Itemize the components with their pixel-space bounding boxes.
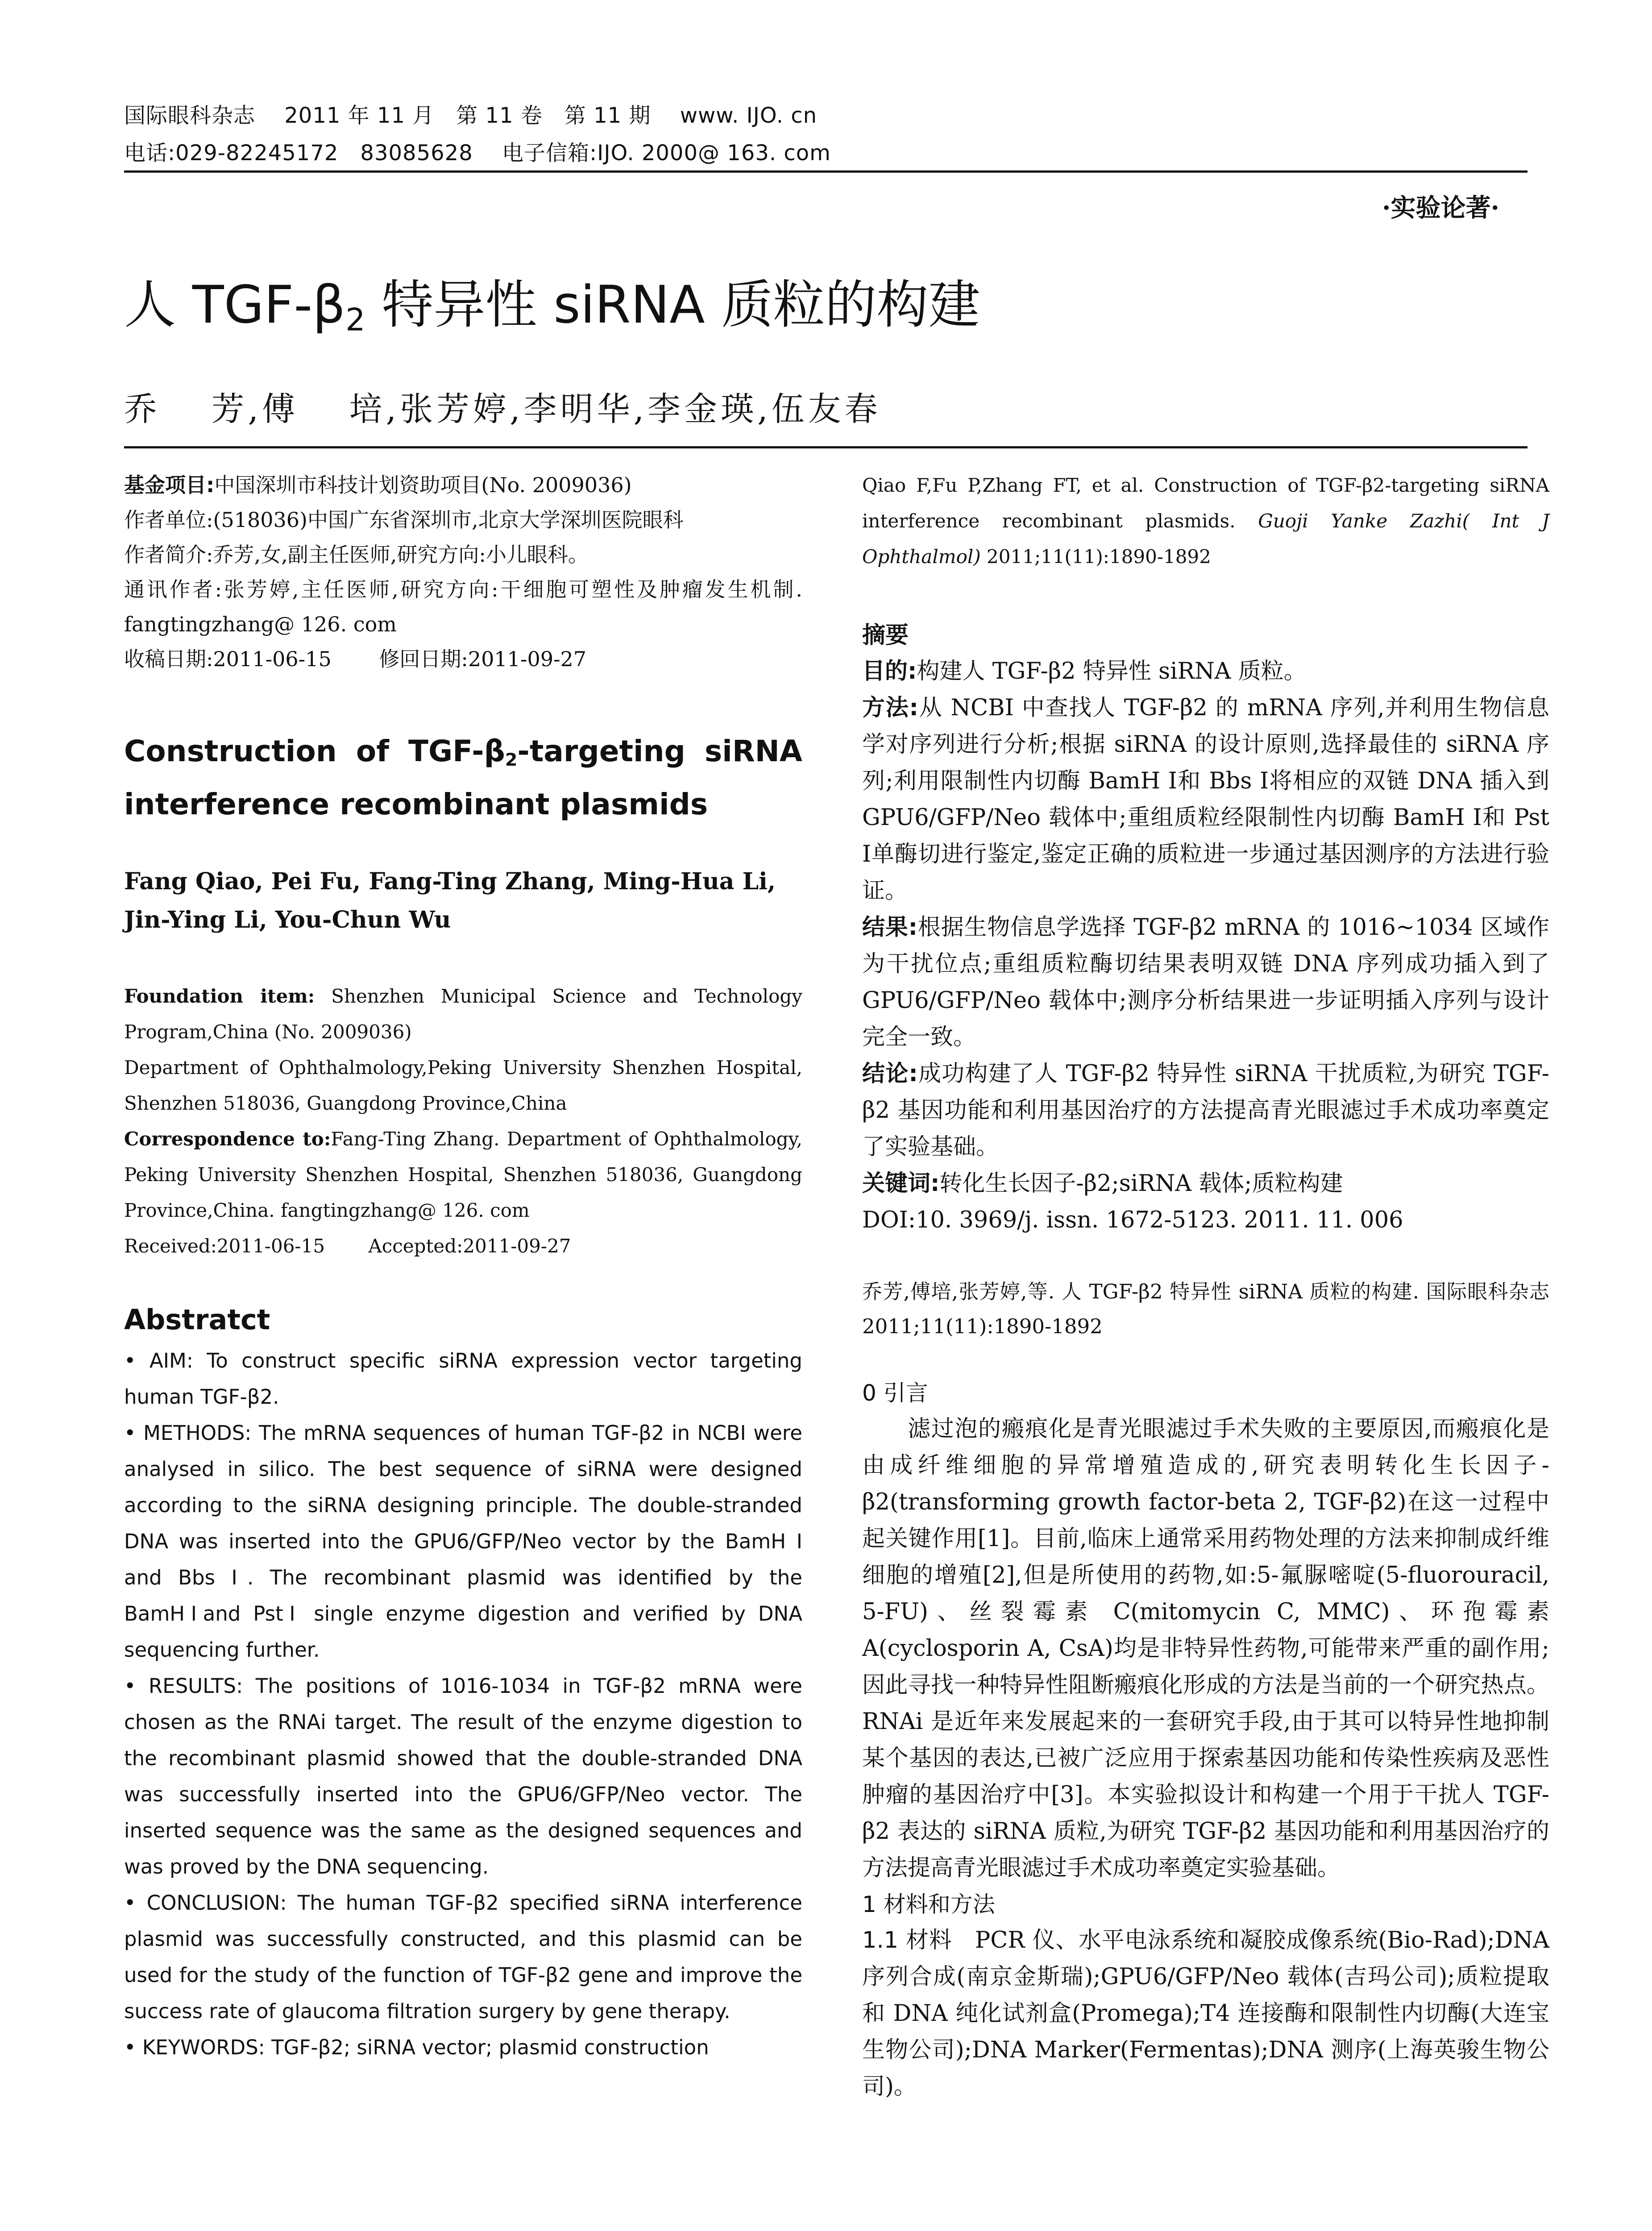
abstract-en-body bbox=[124, 1343, 802, 2065]
foundation-cn bbox=[124, 468, 802, 502]
abstract-cn-keywords bbox=[862, 1165, 1549, 1202]
citation-en-rest: 2011;11(11):1890-1892 bbox=[980, 546, 1211, 568]
citation-en bbox=[862, 468, 1549, 575]
correspondence-en bbox=[124, 1121, 802, 1228]
title-part-1: 人 TGF-β bbox=[124, 275, 346, 335]
abstract-en-heading: Abstratct bbox=[124, 1303, 270, 1336]
abstract-en-methods: • METHODS: The mRNA sequences of human TGF-β2 in NCBI were analysed in silico. The best sequence of siRNA were designed according to the siRNA designing principle. The double-stranded DNA was inserted into the GPU6/GFP/Neo vector by the BamH Ⅰ and Bbs Ⅰ. The recombinant plasmid was identified by the BamHⅠand PstⅠ single enzyme digestion and verified by DNA sequencing further. bbox=[124, 1421, 802, 1662]
abstract-cn-aim-text: 构建人 TGF-β2 特异性 siRNA 质粒。 bbox=[917, 658, 1307, 684]
abstract-cn-results-label: 结果: bbox=[862, 914, 917, 941]
abstract-en-aim: • AIM: To construct specific siRNA expression vector targeting human TGF-β2. bbox=[124, 1348, 802, 1409]
title-part-2: 特异性 siRNA 质粒的构建 bbox=[365, 275, 980, 335]
abstract-en-results: • RESULTS: The positions of 1016-1034 in TGF-β2 mRNA were chosen as the RNAi target. The result of the enzyme digestion to the recombinant plasmid showed that the double-stranded DNA was successfully inserted into the GPU6/GFP/Neo vector. The inserted sequence was the same as the designed sequences and was proved by the DNA sequencing. bbox=[124, 1674, 802, 1879]
abstract-cn-body bbox=[862, 653, 1549, 1239]
bio-cn-label: 作者简介: bbox=[124, 543, 213, 567]
abstract-cn-methods-text: 从 NCBI 中查找人 TGF-β2 的 mRNA 序列,并利用生物信息学对序列进行分析;根据 siRNA 的设计原则,选择最佳的 siRNA 序列;利用限制性内切酶 BamH Ⅰ和 Bbs Ⅰ将相应的双链 DNA 插入到 GPU6/GFP/Neo 载体中;重组质粒经限制性内切酶 BamH Ⅰ和 Pst Ⅰ单酶切进行鉴定,鉴定正确的质粒进一步通过基因测序的方法进行验证。 bbox=[862, 695, 1549, 904]
abstract-cn-methods bbox=[862, 690, 1549, 909]
foundation-cn-text: 中国深圳市科技计划资助项目(No. 2009036) bbox=[214, 473, 632, 497]
citation-cn: 乔芳,傅培,张芳婷,等. 人 TGF-β2 特异性 siRNA 质粒的构建. 国际眼科杂志 2011;11(11):1890-1892 bbox=[862, 1280, 1549, 1338]
corr-cn-label: 通讯作者: bbox=[124, 577, 222, 601]
cn-info-block bbox=[124, 468, 802, 676]
methods-heading: 1 材料和方法 bbox=[862, 1891, 995, 1917]
bio-cn-text: 乔芳,女,副主任医师,研究方向:小儿眼科。 bbox=[213, 543, 589, 567]
header-rule bbox=[124, 170, 1527, 173]
authors-rule bbox=[124, 446, 1527, 448]
correspondence-en-text: Fang-Ting Zhang. Department of Ophthalmology, Peking University Shenzhen Hospital, Shenzhen 518036, Guangdong Province,China. fangtingzhang@ 126. com bbox=[124, 1128, 802, 1221]
english-authors: Fang Qiao, Pei Fu, Fang-Ting Zhang, Ming-Hua Li, Jin-Ying Li, You-Chun Wu bbox=[124, 867, 776, 933]
foundation-cn-label: 基金项目: bbox=[124, 473, 215, 497]
intro-heading: 0 引言 bbox=[862, 1380, 928, 1406]
citation-en-journal: Guoji Yanke Zazhi( Int J Ophthalmol) bbox=[862, 510, 1549, 568]
department-en: Department of Ophthalmology,Peking University Shenzhen Hospital, Shenzhen 518036, Guangdong Province,China bbox=[124, 1056, 802, 1114]
corr-cn bbox=[124, 572, 802, 642]
english-title-part-1: Construction of TGF-β bbox=[124, 734, 505, 768]
abstract-en-conclusion: • CONCLUSION: The human TGF-β2 specified siRNA interference plasmid was successfully constructed, and this plasmid can be used for the study of the function of TGF-β2 gene and improve the success rate of glaucoma filtration surgery by gene therapy. bbox=[124, 1891, 802, 2023]
abstract-cn-conclusion-text: 成功构建了人 TGF-β2 特异性 siRNA 干扰质粒,为研究 TGF-β2 基因功能和利用基因治疗的方法提高青光眼滤过手术成功率奠定了实验基础。 bbox=[862, 1061, 1549, 1160]
dates-cn: 收稿日期:2011-06-15 修回日期:2011-09-27 bbox=[124, 647, 587, 671]
journal-header-line-2: 电话:029-82245172 83085628 电子信箱:IJO. 2000@ 163. com bbox=[124, 141, 831, 166]
abstract-cn-methods-label: 方法: bbox=[862, 695, 918, 721]
english-title bbox=[124, 729, 802, 827]
unit-cn bbox=[124, 502, 802, 537]
title-subscript: 2 bbox=[345, 302, 365, 338]
abstract-cn-conclusion-label: 结论: bbox=[862, 1061, 918, 1087]
foundation-en bbox=[124, 979, 802, 1050]
bio-cn bbox=[124, 537, 802, 572]
unit-cn-label: 作者单位: bbox=[124, 508, 213, 532]
abstract-cn-heading: 摘要 bbox=[862, 622, 909, 649]
correspondence-en-label: Correspondence to: bbox=[124, 1128, 331, 1150]
english-title-part-2: -targeting siRNA interference recombinant plasmids bbox=[124, 734, 802, 821]
abstract-cn-results-text: 根据生物信息学选择 TGF-β2 mRNA 的 1016~1034 区域作为干扰位点;重组质粒酶切结果表明双链 DNA 序列成功插入到了 GPU6/GFP/Neo 载体中;测序分析结果进一步证明插入序列与设计完全一致。 bbox=[862, 914, 1549, 1050]
article-title bbox=[124, 263, 980, 338]
abstract-en-keywords: • KEYWORDS: TGF-β2; siRNA vector; plasmid construction bbox=[124, 2035, 709, 2059]
materials-text: PCR 仪、水平电泳系统和凝胶成像系统(Bio-Rad);DNA 序列合成(南京金斯瑞);GPU6/GFP/Neo 载体(吉玛公司);质粒提取和 DNA 纯化试剂盒(Promega);T4 连接酶和限制性内切酶(大连宝生物公司);DNA Marker(Fermentas);DNA 测序(上海英骏生物公司)。 bbox=[862, 1927, 1549, 2100]
abstract-cn-conclusion bbox=[862, 1056, 1549, 1165]
en-info-block bbox=[124, 979, 802, 1264]
dates-en: Received:2011-06-15 Accepted:2011-09-27 bbox=[124, 1235, 571, 1257]
abstract-cn-aim bbox=[862, 653, 1549, 690]
corr-cn-text: 张芳婷,主任医师,研究方向:干细胞可塑性及肿瘤发生机制. fangtingzhang@ 126. com bbox=[124, 577, 802, 636]
abstract-cn-keywords-label: 关键词: bbox=[862, 1170, 940, 1197]
foundation-en-text: Shenzhen Municipal Science and Technology Program,China (No. 2009036) bbox=[124, 985, 802, 1043]
foundation-en-label: Foundation item: bbox=[124, 985, 315, 1007]
unit-cn-text: (518036)中国广东省深圳市,北京大学深圳医院眼科 bbox=[213, 508, 684, 532]
section-tag: ·实验论著· bbox=[1382, 193, 1499, 223]
materials-label: 1.1 材料 bbox=[862, 1927, 952, 1953]
abstract-cn-keywords-text: 转化生长因子-β2;siRNA 载体;质粒构建 bbox=[939, 1170, 1343, 1197]
intro-text: 滤过泡的瘢痕化是青光眼滤过手术失败的主要原因,而瘢痕化是由成纤维细胞的异常增殖造成的,研究表明转化生长因子-β2(transforming growth factor-beta 2, TGF-β2)在这一过程中起关键作用[1]。目前,临床上通常采用药物处理的方法来抑制成纤维细胞的增殖[2],但是所使用的药物,如:5-氟脲嘧啶(5-fluorouracil, 5-FU)、丝裂霉素 C(mitomycin C, MMC)、环孢霉素 A(cyclosporin A, CsA)均是非特异性药物,可能带来严重的副作用;因此寻找一种特异性阻断瘢痕化形成的方法是当前的一个研究热点。RNAi 是近年来发展起来的一套研究手段,由于其可以特异性地抑制某个基因的表达,已被广泛应用于探索基因功能和传染性疾病及恶性肿瘤的基因治疗中[3]。本实验拟设计和构建一个用于干扰人 TGF-β2 表达的 siRNA 质粒,为研究 TGF-β2 基因功能和利用基因治疗的方法提高青光眼滤过手术成功率奠定实验基础。 bbox=[862, 1416, 1549, 1881]
doi: DOI:10. 3969/j. issn. 1672-5123. 2011. 11. 006 bbox=[862, 1207, 1403, 1233]
english-title-subscript: 2 bbox=[505, 749, 518, 770]
abstract-cn-aim-label: 目的: bbox=[862, 658, 917, 684]
methods-materials bbox=[862, 1922, 1549, 2105]
journal-header-line-1: 国际眼科杂志 2011 年 11 月 第 11 卷 第 11 期 www. IJO. cn bbox=[124, 103, 818, 128]
authors-cn: 乔 芳,傅 培,张芳婷,李明华,李金瑛,伍友春 bbox=[124, 390, 881, 428]
abstract-cn-results bbox=[862, 909, 1549, 1056]
right-column bbox=[862, 468, 1549, 2105]
citation-en-text: Qiao F,Fu P,Zhang FT, et al. Construction of TGF-β2-targeting siRNA interference recombinant plasmids. bbox=[862, 474, 1549, 532]
left-column bbox=[124, 468, 802, 2065]
